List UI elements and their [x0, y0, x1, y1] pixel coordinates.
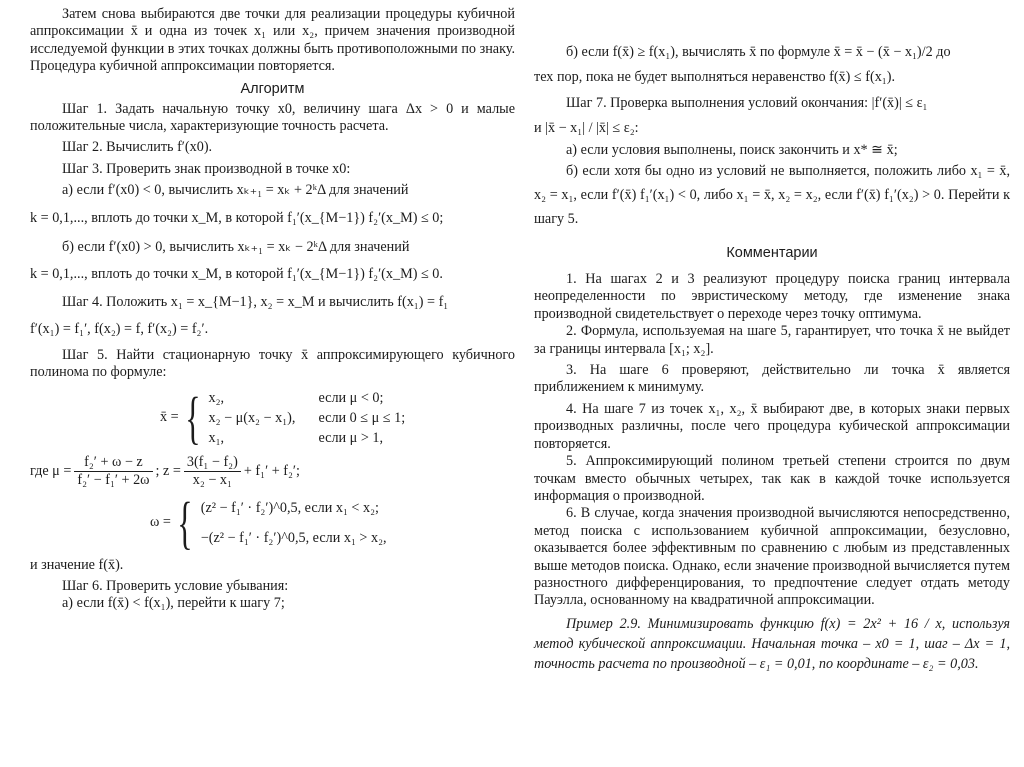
step-3b-line-1: б) если f′(x0) > 0, вычислить xₖ₊₁ = xₖ − 2ᵏΔ для значений: [62, 239, 410, 256]
omega-case-2: −(z² − f₁′ · f₂′)^0,5, если x₁ > x₂,: [200, 529, 387, 546]
omega-case-1: (z² − f₁′ · f₂′)^0,5, если x₁ < x₂;: [200, 499, 379, 516]
case-expr: x₁,: [208, 429, 225, 446]
intro-paragraph: Затем снова выбираются две точки для реализации процедуры кубичной аппроксимации x̄ и одна из точек x₁ или x₂, причем значения производной исследуемой функции в этих точках должны быть противоположными по знаку. Процедура кубичной аппроксимации повторяется.: [30, 6, 515, 75]
step-3a-line-1: а) если f′(x0) < 0, вычислить xₖ₊₁ = xₖ + 2ᵏΔ для значений: [62, 182, 409, 199]
step-4-line-2: f′(x₁) = f₁′, f(x₂) = f, f′(x₂) = f₂′.: [30, 321, 209, 338]
z-tail: + f₁′ + f₂′;: [243, 462, 300, 479]
step-7-line-1: Шаг 7. Проверка выполнения условий окончания: |f′(x̄)| ≤ ε₁: [566, 94, 928, 111]
case-cond: если μ < 0;: [318, 389, 384, 406]
step-2: Шаг 2. Вычислить f′(x0).: [62, 139, 213, 156]
mu-z-formula: [30, 454, 515, 489]
z-denominator: x₂ − x₁: [192, 471, 232, 488]
example-2-9: Пример 2.9. Минимизировать функцию f(x) = 2x² + 16 / x, используя метод кубической аппроксимации. Начальная точка – x0 = 1, шаг – Δx = 1, точность расчета по производной – ε₁ = 0,01, по координате – ε₂ = 0,03.: [534, 615, 1010, 672]
step-6b-line-1: б) если f(x̄) ≥ f(x₁), вычислять x̄ по формуле x̄ = x̄ − (x̄ − x₁)/2 до: [566, 44, 951, 60]
comment-5: 5. Аппроксимирующий полином третьей степени строится по двум точкам вместо обычных четырех, так как в каждой точке используется информация о производной.: [534, 453, 1010, 504]
step-5: Шаг 5. Найти стационарную точку x̄ аппроксимирующего кубичного полинома по формуле:: [30, 346, 515, 381]
case-row: [209, 428, 406, 448]
left-brace: {: [177, 489, 193, 555]
comments-heading: Комментарии: [726, 245, 818, 262]
z-numerator: 3(f₁ − f₂): [184, 454, 241, 472]
omega-lhs: ω =: [150, 514, 171, 530]
mu-fraction: [74, 454, 152, 489]
right-column: [534, 44, 1010, 674]
step-3: Шаг 3. Проверить знак производной в точке x0:: [62, 160, 351, 177]
step-6: Шаг 6. Проверить условие убывания:: [62, 577, 289, 594]
case-expr: x₂,: [208, 389, 225, 406]
comment-3: 3. На шаге 6 проверяют, действительно ли точка x̄ является приближением к минимуму.: [534, 362, 1010, 396]
mu-denominator: f₂′ − f₁′ + 2ω: [77, 471, 150, 488]
step-7b: б) если хотя бы одно из условий не выполняется, положить либо x₁ = x̄, x₂ = x₁, если f′(x̄) f₁′(x₁) < 0, либо x₁ = x̄, x₂ = x₂, если f′(x̄) f₁′(x₂) > 0. Перейти к шагу 5.: [534, 163, 1010, 228]
left-brace: {: [184, 384, 201, 450]
value-line: и значение f(x̄).: [30, 556, 124, 573]
algorithm-heading: Алгоритм: [240, 80, 305, 97]
step-6b-line-2: тех пор, пока не будет выполняться неравенство f(x̄) ≤ f(x₁).: [534, 69, 896, 86]
step-6a: а) если f(x̄) < f(x₁), перейти к шагу 7;: [62, 595, 285, 612]
step-7-line-2: и |x̄ − x₁| / |x̄| ≤ ε₂:: [534, 120, 639, 137]
case-cond: если μ > 1,: [318, 429, 384, 446]
xbar-cases: [209, 388, 406, 448]
step-1: Шаг 1. Задать начальную точку x0, величину шага Δx > 0 и малые положительные числа, характеризующие точность расчета.: [30, 100, 515, 135]
xbar-piecewise-formula: [160, 384, 515, 450]
z-lhs: ; z =: [155, 462, 181, 479]
comment-4: 4. На шаге 7 из точек x₁, x₂, x̄ выбирают две, в которых знаки первых производных различны, после чего процедура кубической аппроксимации повторяется.: [534, 400, 1010, 452]
case-expr: x₂ − μ(x₂ − x₁),: [208, 409, 296, 426]
xbar-lhs: x̄ =: [160, 409, 179, 425]
case-cond: если 0 ≤ μ ≤ 1;: [318, 409, 406, 426]
step-7a: а) если условия выполнены, поиск закончить и x* ≅ x̄;: [566, 141, 898, 158]
omega-formula: [150, 489, 515, 555]
mu-numerator: f₂′ + ω − z: [74, 454, 152, 472]
case-row: [209, 408, 406, 428]
mu-lhs: где μ =: [30, 462, 72, 479]
z-fraction: [184, 454, 241, 489]
step-3a-line-2: k = 0,1,..., вплоть до точки x_M, в которой f₁′(x_{M−1}) f₂′(x_M) ≤ 0;: [30, 209, 444, 226]
case-row: [209, 388, 406, 408]
left-column: [30, 6, 515, 613]
comment-6: 6. В случае, когда значения производной вычисляются непосредственно, метод поиска с использованием кубичной аппроксимации, безусловно, оказывается более эффективным по сравнению с любым из представленных выше методов поиска. Однако, если значение производной вычисляется путем разностного дифференцирования, то предпочтение следует отдать методу Пауэлла, основанному на квадратичной аппроксимации.: [534, 505, 1010, 609]
step-4-line-1: Шаг 4. Положить x₁ = x_{M−1}, x₂ = x_M и вычислить f(x₁) = f₁: [62, 293, 449, 310]
comment-1: 1. На шагах 2 и 3 реализуют процедуру поиска границ интервала неопределенности по эвристическому методу, где изменение знака производной свидетельствует о переходе через точку оптимума.: [534, 271, 1010, 322]
comment-2: 2. Формула, используемая на шаге 5, гарантирует, что точка x̄ не выйдет за границы интервала [x₁; x₂].: [534, 323, 1010, 357]
omega-cases: [201, 493, 387, 553]
step-3b-line-2: k = 0,1,..., вплоть до точки x_M, в которой f₁′(x_{M−1}) f₂′(x_M) ≤ 0.: [30, 266, 443, 283]
